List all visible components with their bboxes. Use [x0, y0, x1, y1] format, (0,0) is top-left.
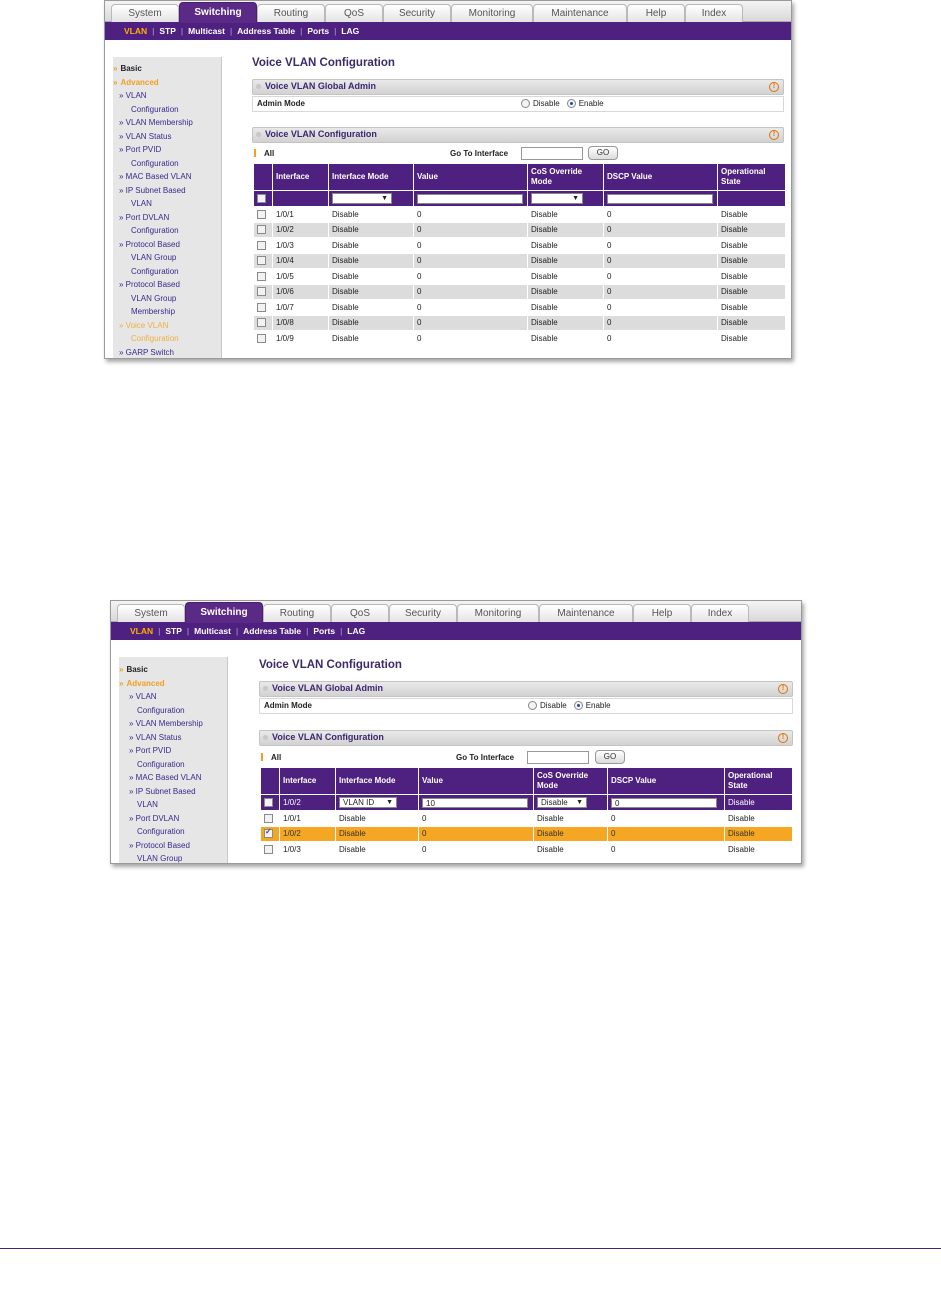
table-row[interactable]	[254, 284, 786, 300]
all-link[interactable]: All	[264, 149, 275, 158]
subnav-stp[interactable]: STP	[159, 26, 176, 36]
global-admin-header	[259, 681, 793, 697]
section-title: Voice VLAN Global Admin	[265, 81, 377, 91]
sidebar-item-port-pvid[interactable]: » Port PVID	[119, 145, 162, 154]
disable-radio[interactable]	[521, 99, 530, 108]
cell-operational-state: Disable	[718, 315, 786, 331]
disable-radio[interactable]	[528, 701, 537, 710]
cell-cos-override: Disable	[528, 269, 604, 285]
admin-mode-label: Admin Mode	[257, 99, 305, 108]
screenshot-1	[104, 0, 792, 359]
cell-dscp: 0	[604, 269, 718, 285]
cell-dscp: 0	[604, 331, 718, 347]
page-title: Voice VLAN Configuration	[259, 659, 402, 671]
cell-dscp: 0	[604, 284, 718, 300]
cell-dscp: 0	[608, 826, 725, 842]
filter-row	[254, 191, 786, 207]
row-select-cell	[254, 207, 273, 223]
column-header-operational-state: Operational State	[718, 164, 786, 191]
section-title: Voice VLAN Configuration	[272, 732, 384, 742]
tab-index[interactable]: Index	[691, 604, 749, 622]
sidebar-item-port-dvlan[interactable]: » Port DVLAN	[129, 813, 180, 823]
column-header-cos-override: CoS Override Mode	[534, 768, 608, 795]
row-select-cell	[254, 269, 273, 285]
cell-interface: 1/0/4	[273, 253, 329, 269]
sidebar-item-advanced[interactable]: » Advanced	[119, 678, 165, 688]
column-header-interface: Interface	[273, 164, 329, 191]
cell-value: 0	[414, 315, 528, 331]
goto-interface-label: Go To Interface	[456, 753, 515, 762]
cell-value: 0	[414, 222, 528, 238]
edit-row-checkbox[interactable]	[264, 798, 273, 807]
cell-interface-mode: Disable	[329, 238, 414, 254]
cell-operational-state: Disable	[718, 222, 786, 238]
expand-marker-icon	[254, 149, 256, 157]
all-goto-row	[252, 147, 782, 161]
cell-interface-mode: Disable	[336, 842, 419, 858]
subnav-vlan[interactable]: VLAN	[130, 626, 154, 636]
cell-operational-state: Disable	[718, 300, 786, 316]
cell-cos-override: Disable	[528, 238, 604, 254]
section-bullet-icon	[263, 686, 268, 691]
table-row[interactable]	[261, 842, 793, 858]
sidebar-item-advanced[interactable]: » Advanced	[113, 77, 159, 87]
sidebar-item-vlan-membership[interactable]: » VLAN Membership	[119, 118, 193, 127]
sidebar-item-label[interactable]: Configuration	[131, 266, 179, 276]
goto-interface-input[interactable]	[521, 147, 583, 160]
table-row[interactable]	[261, 811, 793, 827]
cell-dscp: 0	[604, 238, 718, 254]
cell-interface: 1/0/2	[280, 826, 336, 842]
cell-interface: 1/0/3	[273, 238, 329, 254]
subnav-address-table[interactable]: Address Table	[237, 26, 296, 36]
go-button[interactable]: GO	[595, 750, 625, 764]
tab-qos[interactable]: QoS	[331, 604, 389, 622]
enable-radio[interactable]	[574, 701, 583, 710]
disable-label: Disable	[533, 99, 560, 108]
sidebar-item-vlan-status[interactable]: » VLAN Status	[119, 131, 172, 141]
tab-security[interactable]: Security	[389, 604, 457, 622]
cell-operational-state: Disable	[718, 331, 786, 347]
admin-mode-row	[252, 96, 784, 112]
row-checkbox[interactable]	[257, 241, 266, 250]
sidebar-item-label[interactable]: VLAN	[137, 800, 158, 809]
cell-interface: 1/0/2	[273, 222, 329, 238]
sidebar-item-label[interactable]: VLAN Group	[131, 293, 177, 303]
row-select-cell	[254, 238, 273, 254]
subnav-vlan[interactable]: VLAN	[124, 26, 148, 36]
sidebar-item-port-dvlan[interactable]: » Port DVLAN	[119, 212, 170, 222]
value-input[interactable]	[417, 194, 523, 204]
tab-maintenance[interactable]: Maintenance	[539, 604, 633, 622]
global-admin-header	[252, 79, 784, 95]
sub-navigation: VLAN | STP | Multicast | Address Table | Ports | LAG	[111, 622, 801, 640]
table-row[interactable]	[254, 238, 786, 254]
row-checkbox[interactable]	[257, 303, 266, 312]
column-header-interface-mode: Interface Mode	[336, 768, 419, 795]
cell-operational-state: Disable	[718, 269, 786, 285]
cell-value: 0	[414, 253, 528, 269]
help-icon[interactable]: !	[769, 82, 779, 92]
main-tabs	[111, 601, 801, 622]
interface-mode-select[interactable]: ▼	[332, 193, 392, 204]
interface-mode-value: VLAN ID	[343, 798, 375, 807]
cell-dscp: 0	[608, 842, 725, 858]
column-header-operational-state: Operational State	[725, 768, 793, 795]
cell-dscp: 0	[604, 222, 718, 238]
cell-dscp: 0	[604, 315, 718, 331]
page-title: Voice VLAN Configuration	[252, 57, 395, 69]
section-title: Voice VLAN Global Admin	[272, 683, 384, 693]
dscp-input[interactable]	[607, 194, 713, 204]
cell-operational-state: Disable	[718, 284, 786, 300]
cell-cos-override: Disable	[528, 331, 604, 347]
cell-interface-mode: Disable	[336, 811, 419, 827]
cell-cos-override: Disable	[528, 315, 604, 331]
cell-interface: 1/0/1	[280, 811, 336, 827]
sidebar-item-vlan-status[interactable]: » VLAN Status	[129, 732, 182, 742]
expand-marker-icon	[261, 753, 263, 761]
table-row[interactable]	[254, 253, 786, 269]
table-header	[254, 164, 786, 191]
select-column-header	[261, 768, 280, 795]
table-row[interactable]	[254, 315, 786, 331]
enable-label: Enable	[585, 701, 611, 710]
sidebar-item-garp-switch[interactable]: » GARP Switch	[119, 347, 174, 357]
table-row[interactable]	[254, 222, 786, 238]
sidebar-item-label[interactable]: Configuration	[131, 226, 179, 235]
row-select-cell	[261, 811, 280, 827]
table-row[interactable]	[254, 331, 786, 347]
cell-cos-override: Disable	[534, 826, 608, 842]
row-select-cell	[254, 222, 273, 238]
tab-switching[interactable]: Switching	[179, 2, 257, 23]
cell-operational-state: Disable	[725, 811, 793, 827]
cell-interface-mode: Disable	[329, 222, 414, 238]
table-row[interactable]	[254, 300, 786, 316]
subnav-ports[interactable]: Ports	[307, 26, 330, 36]
admin-mode-radios	[521, 99, 604, 108]
edit-row-interface: 1/0/2	[280, 795, 336, 811]
section-bullet-icon	[263, 735, 268, 740]
cell-value: 0	[414, 284, 528, 300]
cell-cos-override: Disable	[534, 811, 608, 827]
sidebar-item-label[interactable]: Configuration	[137, 827, 185, 836]
sidebar-item-label[interactable]: Configuration	[131, 334, 179, 343]
cell-value: 0	[414, 331, 528, 347]
cell-interface-mode: Disable	[329, 207, 414, 223]
cell-interface-mode: Disable	[329, 300, 414, 316]
sidebar-item-vlan-configuration[interactable]: » VLAN	[129, 692, 157, 701]
section-bullet-icon	[256, 84, 261, 89]
tab-system[interactable]: System	[111, 4, 179, 22]
select-column-header	[254, 164, 273, 191]
tab-system[interactable]: System	[117, 604, 185, 622]
sidebar-item-protocol-membership[interactable]: » Protocol Based	[119, 280, 180, 289]
value-input[interactable]: 10	[422, 798, 528, 808]
tab-qos[interactable]: QoS	[325, 4, 383, 22]
cell-operational-state: Disable	[725, 826, 793, 842]
cell-cos-override: Disable	[534, 842, 608, 858]
admin-mode-label: Admin Mode	[264, 701, 312, 710]
cell-interface-mode: Disable	[336, 826, 419, 842]
page-footer-rule	[0, 1248, 941, 1249]
cell-value: 0	[414, 207, 528, 223]
subnav-ports[interactable]: Ports	[313, 626, 336, 636]
goto-interface-input[interactable]	[527, 751, 589, 764]
cell-dscp: 0	[604, 300, 718, 316]
row-select-cell	[254, 253, 273, 269]
sidebar-item-mac-based-vlan[interactable]: » MAC Based VLAN	[129, 773, 202, 782]
section-title: Voice VLAN Configuration	[265, 129, 377, 139]
enable-radio[interactable]	[567, 99, 576, 108]
sidebar-item-label[interactable]: Configuration	[131, 158, 179, 168]
sidebar-item-voice-vlan[interactable]: » Voice VLAN	[119, 320, 169, 330]
row-checkbox[interactable]	[257, 318, 266, 327]
voice-vlan-config-header	[252, 127, 784, 143]
sidebar-item-ip-subnet[interactable]: » IP Subnet Based	[129, 786, 196, 796]
cell-cos-override: Disable	[528, 253, 604, 269]
cell-value: 0	[414, 269, 528, 285]
cell-interface: 1/0/1	[273, 207, 329, 223]
row-checkbox[interactable]	[257, 287, 266, 296]
enable-label: Enable	[578, 99, 604, 108]
sidebar-item-ip-subnet[interactable]: » IP Subnet Based	[119, 185, 186, 195]
sidebar-item-label[interactable]: VLAN Group	[137, 854, 183, 863]
cell-operational-state: Disable	[725, 842, 793, 858]
help-icon[interactable]: !	[769, 130, 779, 140]
tab-security[interactable]: Security	[383, 4, 451, 22]
screenshot-2	[110, 600, 802, 864]
cell-dscp: 0	[604, 207, 718, 223]
cos-override-value: Disable	[541, 798, 568, 807]
row-select-cell	[254, 300, 273, 316]
sidebar-item-vlan-configuration[interactable]: » VLAN	[119, 91, 147, 100]
dscp-input[interactable]: 0	[611, 798, 717, 808]
subnav-stp[interactable]: STP	[165, 626, 182, 636]
cell-interface: 1/0/5	[273, 269, 329, 285]
sidebar	[113, 57, 222, 359]
interface-mode-select[interactable]: VLAN ID ▼	[339, 797, 397, 808]
row-checkbox[interactable]	[257, 210, 266, 219]
help-icon[interactable]: !	[778, 684, 788, 694]
sidebar-item-mac-based-vlan[interactable]: » MAC Based VLAN	[119, 172, 192, 181]
sub-navigation: VLAN | STP | Multicast | Address Table | Ports | LAG	[105, 22, 791, 40]
cell-interface: 1/0/9	[273, 331, 329, 347]
row-checkbox[interactable]	[257, 225, 266, 234]
cell-interface-mode: Disable	[329, 315, 414, 331]
cell-interface-mode: Disable	[329, 284, 414, 300]
cell-value: 0	[414, 238, 528, 254]
cell-dscp: 0	[604, 253, 718, 269]
main-tabs	[105, 1, 791, 22]
sidebar-item-basic[interactable]: » Basic	[119, 665, 148, 674]
table-row[interactable]	[254, 269, 786, 285]
tab-help[interactable]: Help	[627, 4, 685, 22]
tab-maintenance[interactable]: Maintenance	[533, 4, 627, 22]
cell-cos-override: Disable	[528, 207, 604, 223]
edit-row-state: Disable	[725, 795, 793, 811]
cell-cos-override: Disable	[528, 222, 604, 238]
all-link[interactable]: All	[271, 753, 282, 762]
row-checkbox[interactable]	[264, 829, 273, 838]
cell-interface: 1/0/6	[273, 284, 329, 300]
help-icon[interactable]: !	[778, 733, 788, 743]
sidebar-item-label[interactable]: Configuration	[137, 705, 185, 715]
voice-vlan-table	[253, 163, 786, 347]
row-select-cell	[254, 284, 273, 300]
table-header	[261, 768, 793, 795]
cos-override-select[interactable]: ▼	[531, 193, 583, 204]
goto-interface-label: Go To Interface	[450, 149, 509, 158]
sidebar-item-port-pvid[interactable]: » Port PVID	[129, 746, 172, 755]
tab-monitoring[interactable]: Monitoring	[451, 4, 533, 22]
sidebar	[119, 657, 228, 864]
row-select-cell	[254, 315, 273, 331]
row-checkbox[interactable]	[264, 814, 273, 823]
table-row[interactable]	[254, 207, 786, 223]
tab-help[interactable]: Help	[633, 604, 691, 622]
sidebar-item-protocol-group[interactable]: » Protocol Based	[119, 239, 180, 249]
column-header-dscp: DSCP Value	[608, 768, 725, 795]
section-bullet-icon	[256, 132, 261, 137]
cell-operational-state: Disable	[718, 207, 786, 223]
cell-interface: 1/0/8	[273, 315, 329, 331]
sidebar-item-label[interactable]: VLAN	[131, 199, 152, 208]
column-header-dscp: DSCP Value	[604, 164, 718, 191]
cell-cos-override: Disable	[528, 300, 604, 316]
edit-row	[261, 795, 793, 811]
cell-interface-mode: Disable	[329, 269, 414, 285]
row-checkbox[interactable]	[257, 334, 266, 343]
sidebar-item-label[interactable]: Configuration	[131, 104, 179, 114]
column-header-value: Value	[419, 768, 534, 795]
row-checkbox[interactable]	[257, 256, 266, 265]
row-select-cell	[261, 826, 280, 842]
sidebar-item-basic[interactable]: » Basic	[113, 64, 142, 73]
cell-value: 0	[419, 842, 534, 858]
sidebar-item-label[interactable]: Membership	[131, 307, 176, 316]
row-select-cell	[254, 331, 273, 347]
cell-value: 0	[419, 826, 534, 842]
subnav-lag[interactable]: LAG	[347, 626, 366, 636]
voice-vlan-table	[260, 767, 793, 858]
cell-value: 0	[419, 811, 534, 827]
column-header-value: Value	[414, 164, 528, 191]
select-all-checkbox[interactable]	[257, 194, 266, 203]
cell-cos-override: Disable	[528, 284, 604, 300]
tab-routing[interactable]: Routing	[257, 4, 325, 22]
column-header-interface-mode: Interface Mode	[329, 164, 414, 191]
table-row[interactable]	[261, 826, 793, 842]
cell-operational-state: Disable	[718, 253, 786, 269]
row-checkbox[interactable]	[257, 272, 266, 281]
admin-mode-radios	[528, 701, 611, 710]
row-select-cell	[261, 842, 280, 858]
sidebar-item-label[interactable]: Configuration	[137, 759, 185, 769]
cell-interface: 1/0/7	[273, 300, 329, 316]
go-button[interactable]: GO	[588, 146, 618, 160]
voice-vlan-config-header	[259, 730, 793, 746]
cos-override-select[interactable]: Disable ▼	[537, 797, 587, 808]
sidebar-item-vlan-membership[interactable]: » VLAN Membership	[129, 719, 203, 728]
row-checkbox[interactable]	[264, 845, 273, 854]
subnav-multicast[interactable]: Multicast	[194, 626, 231, 636]
all-goto-row	[259, 751, 791, 765]
admin-mode-row	[259, 698, 793, 714]
sidebar-item-label[interactable]: VLAN Group	[131, 253, 177, 262]
cell-interface: 1/0/3	[280, 842, 336, 858]
sidebar-item-protocol-group[interactable]: » Protocol Based	[129, 840, 190, 850]
tab-routing[interactable]: Routing	[263, 604, 331, 622]
column-header-cos-override: CoS Override Mode	[528, 164, 604, 191]
cell-operational-state: Disable	[718, 238, 786, 254]
cell-interface-mode: Disable	[329, 331, 414, 347]
tab-monitoring[interactable]: Monitoring	[457, 604, 539, 622]
cell-interface-mode: Disable	[329, 253, 414, 269]
cell-value: 0	[414, 300, 528, 316]
cell-dscp: 0	[608, 811, 725, 827]
tab-index[interactable]: Index	[685, 4, 743, 22]
subnav-address-table[interactable]: Address Table	[243, 626, 302, 636]
disable-label: Disable	[540, 701, 567, 710]
tab-switching[interactable]: Switching	[185, 602, 263, 623]
subnav-lag[interactable]: LAG	[341, 26, 360, 36]
subnav-multicast[interactable]: Multicast	[188, 26, 225, 36]
column-header-interface: Interface	[280, 768, 336, 795]
